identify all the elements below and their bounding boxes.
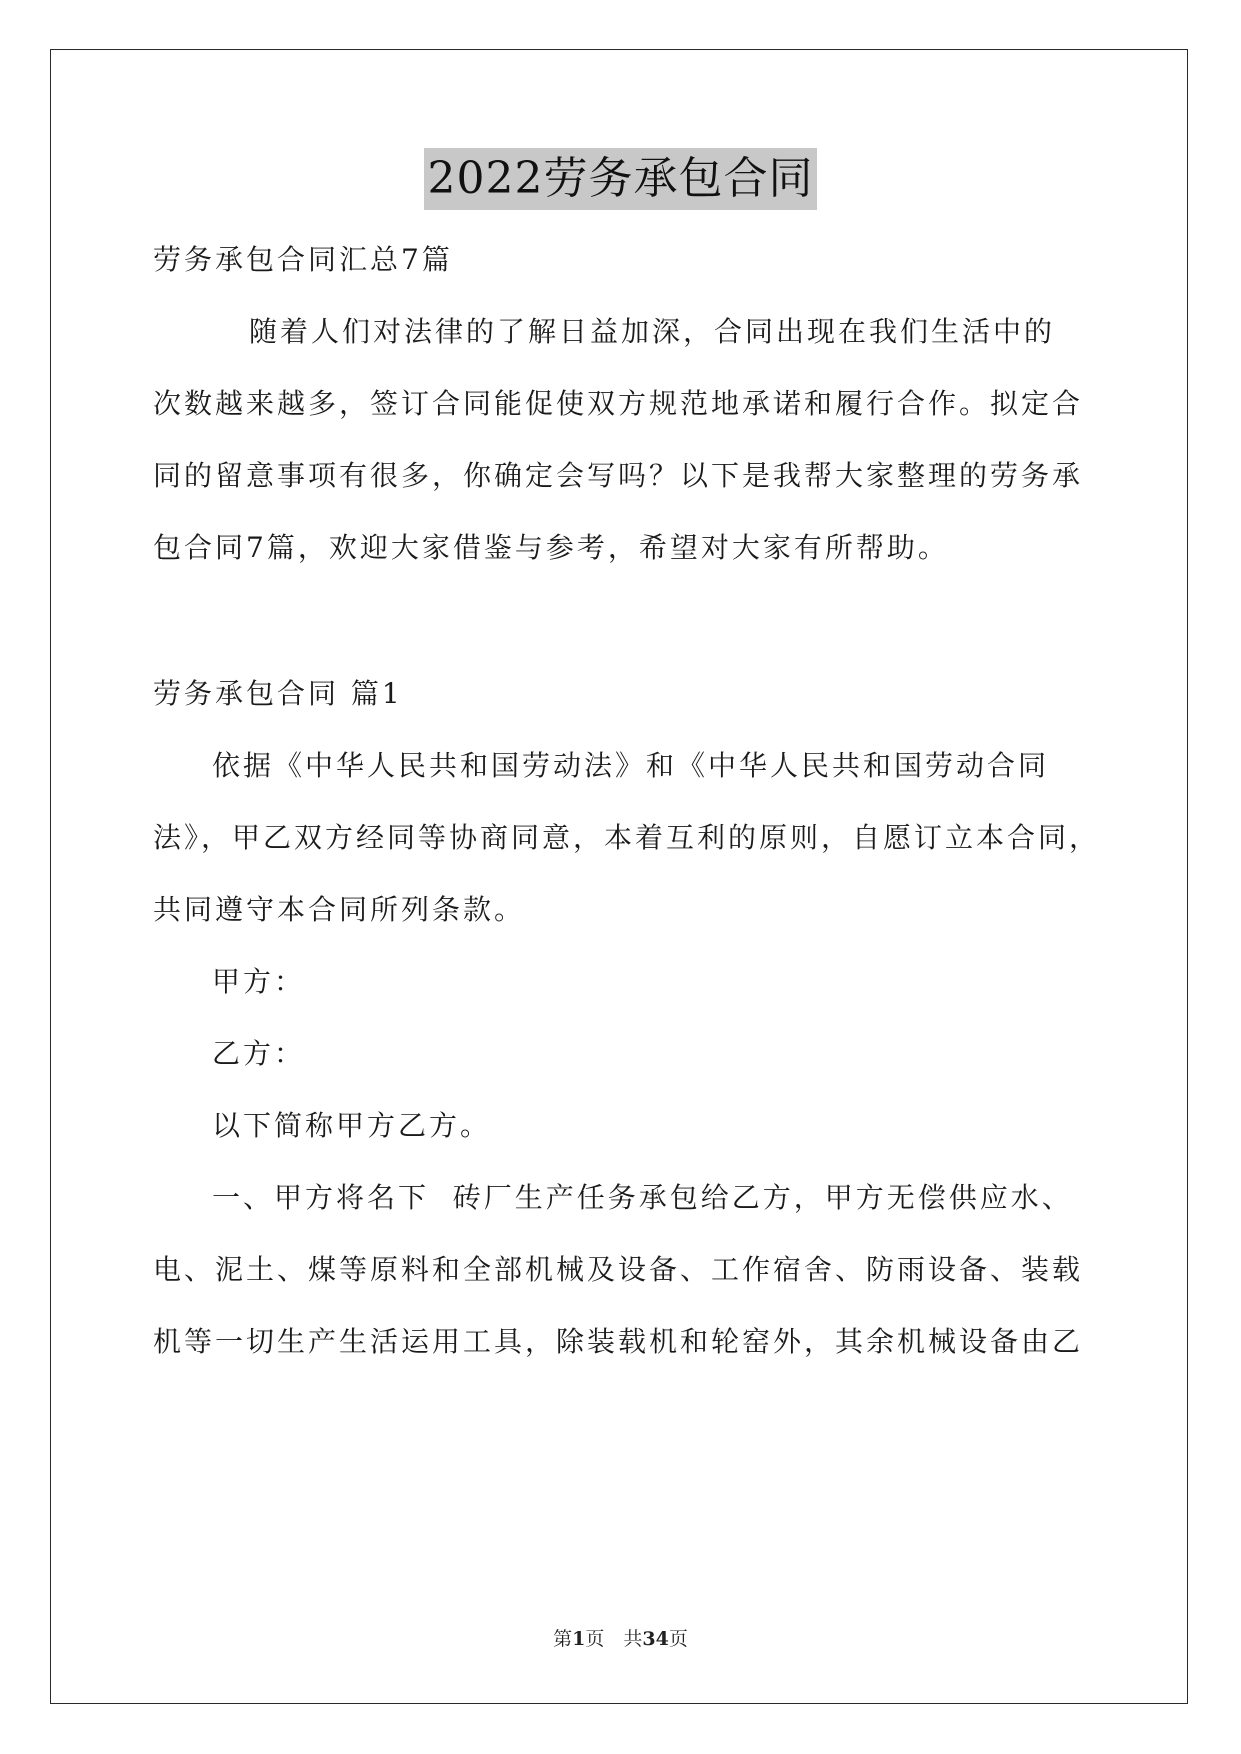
footer-mid: 页 共: [585, 1628, 643, 1650]
clause-line: 一、甲方将名下 砖厂生产任务承包给乙方，甲方无偿供应水、: [212, 1181, 1073, 1214]
page-footer: [0, 1627, 1241, 1651]
intro-line: 随着人们对法律的了解日益加深，合同出现在我们生活中的: [249, 315, 1056, 348]
intro-line: 次数越来越多，签订合同能促使双方规范地承诺和履行合作。拟定合: [153, 387, 1084, 420]
footer-page-total: 34: [642, 1628, 669, 1650]
clause-line: 电、泥土、煤等原料和全部机械及设备、工作宿舍、防雨设备、装载: [153, 1253, 1084, 1286]
intro-line: 包合同7篇，欢迎大家借鉴与参考，希望对大家有所帮助。: [153, 531, 949, 564]
abbreviation-note: 以下简称甲方乙方。: [212, 1109, 492, 1142]
intro-line: 同的留意事项有很多，你确定会写吗？以下是我帮大家整理的劳务承: [153, 459, 1084, 492]
document-title: 2022劳务承包合同: [424, 148, 818, 210]
title-container: [0, 148, 1241, 210]
paragraph-line: 共同遵守本合同所列条款。: [153, 893, 526, 926]
party-a-line: 甲方：: [212, 965, 306, 998]
paragraph-line: 法》，甲乙双方经同等协商同意，本着互利的原则，自愿订立本合同，: [153, 821, 1101, 854]
clause-line: 机等一切生产生活运用工具，除装载机和轮窑外，其余机械设备由乙: [153, 1325, 1084, 1358]
footer-page-number: 1: [572, 1628, 586, 1650]
footer-prefix: 第: [553, 1628, 573, 1650]
collection-heading: 劳务承包合同汇总7篇: [153, 243, 453, 276]
paragraph-line: 依据《中华人民共和国劳动法》和《中华人民共和国劳动合同: [212, 749, 1050, 782]
footer-suffix: 页: [668, 1628, 688, 1650]
page-border: [50, 49, 1188, 1704]
party-b-line: 乙方：: [212, 1037, 306, 1070]
section-heading: 劳务承包合同 篇1: [153, 677, 403, 710]
